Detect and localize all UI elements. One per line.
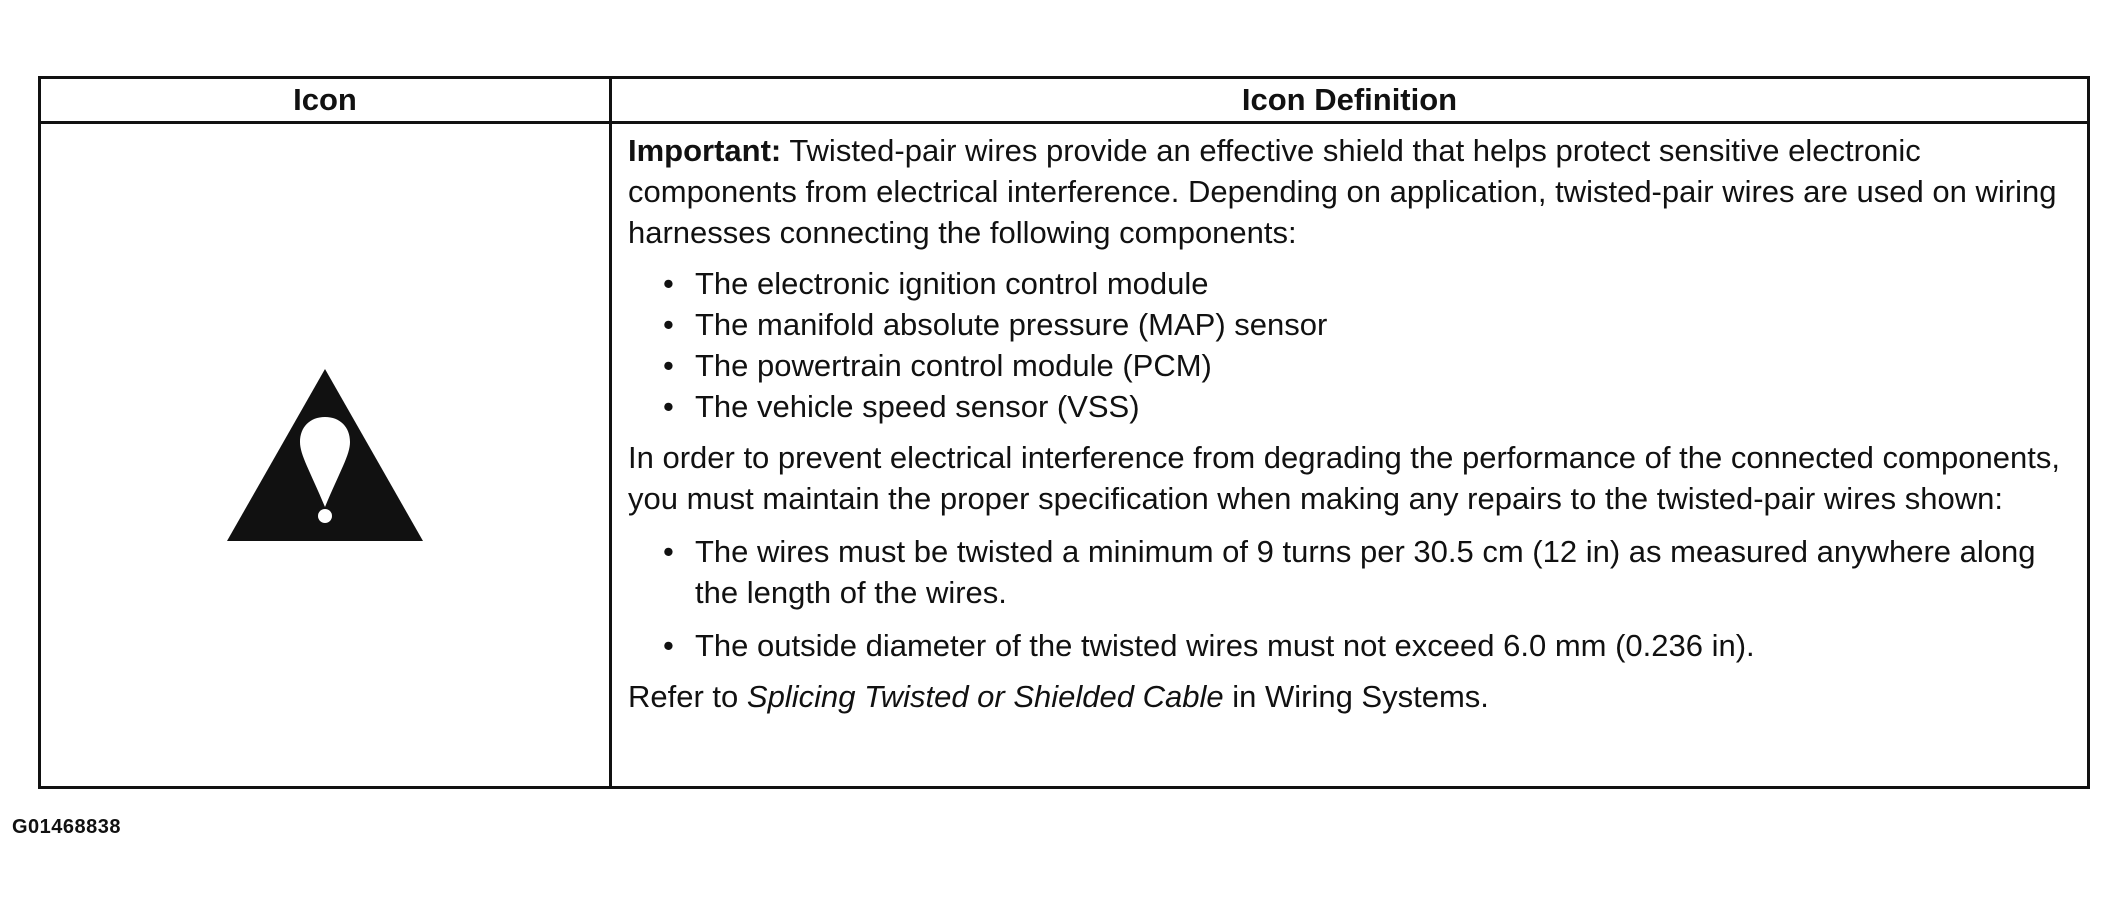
spec-list: [628, 531, 2073, 666]
icon-column-header: Icon: [40, 78, 611, 123]
list-item: • The wires must be twisted a minimum of 9 turns per 30.5 cm (12 in) as measured anywhere along the length of the wires.: [663, 534, 2036, 610]
reference-paragraph: Refer to Splicing Twisted or Shielded Cable in Wiring Systems.: [628, 679, 1489, 714]
component-list: [628, 263, 2073, 427]
definition-column-header: Icon Definition: [611, 78, 2089, 123]
list-item: • The electronic ignition control module: [663, 266, 1209, 301]
figure-id: G01468838: [12, 816, 122, 838]
icon-cell: [40, 123, 611, 788]
table-row: [40, 123, 2089, 788]
warning-triangle-icon: [227, 369, 423, 541]
definition-cell: [611, 123, 2089, 788]
list-item: • The vehicle speed sensor (VSS): [663, 389, 1140, 424]
table-header-row: [40, 78, 2089, 123]
icon-definition-table: [38, 76, 2090, 789]
important-label: Important:: [628, 133, 782, 168]
reference-title: Splicing Twisted or Shielded Cable: [746, 679, 1224, 714]
instruction-paragraph: In order to prevent electrical interference from degrading the performance of the connected components, you must maintain the proper specification when making any repairs to the twisted-pair wires shown:: [628, 440, 2060, 516]
intro-paragraph: [628, 130, 2073, 253]
intro-text: Twisted-pair wires provide an effective shield that helps protect sensitive electronic components from electrical interference. Depending on application, twisted-pair wires are used on wiring harnesses connecting the following components:: [628, 133, 2057, 250]
list-item: • The manifold absolute pressure (MAP) sensor: [663, 307, 1328, 342]
list-item: • The powertrain control module (PCM): [663, 348, 1212, 383]
list-item: • The outside diameter of the twisted wires must not exceed 6.0 mm (0.236 in).: [663, 628, 1755, 663]
